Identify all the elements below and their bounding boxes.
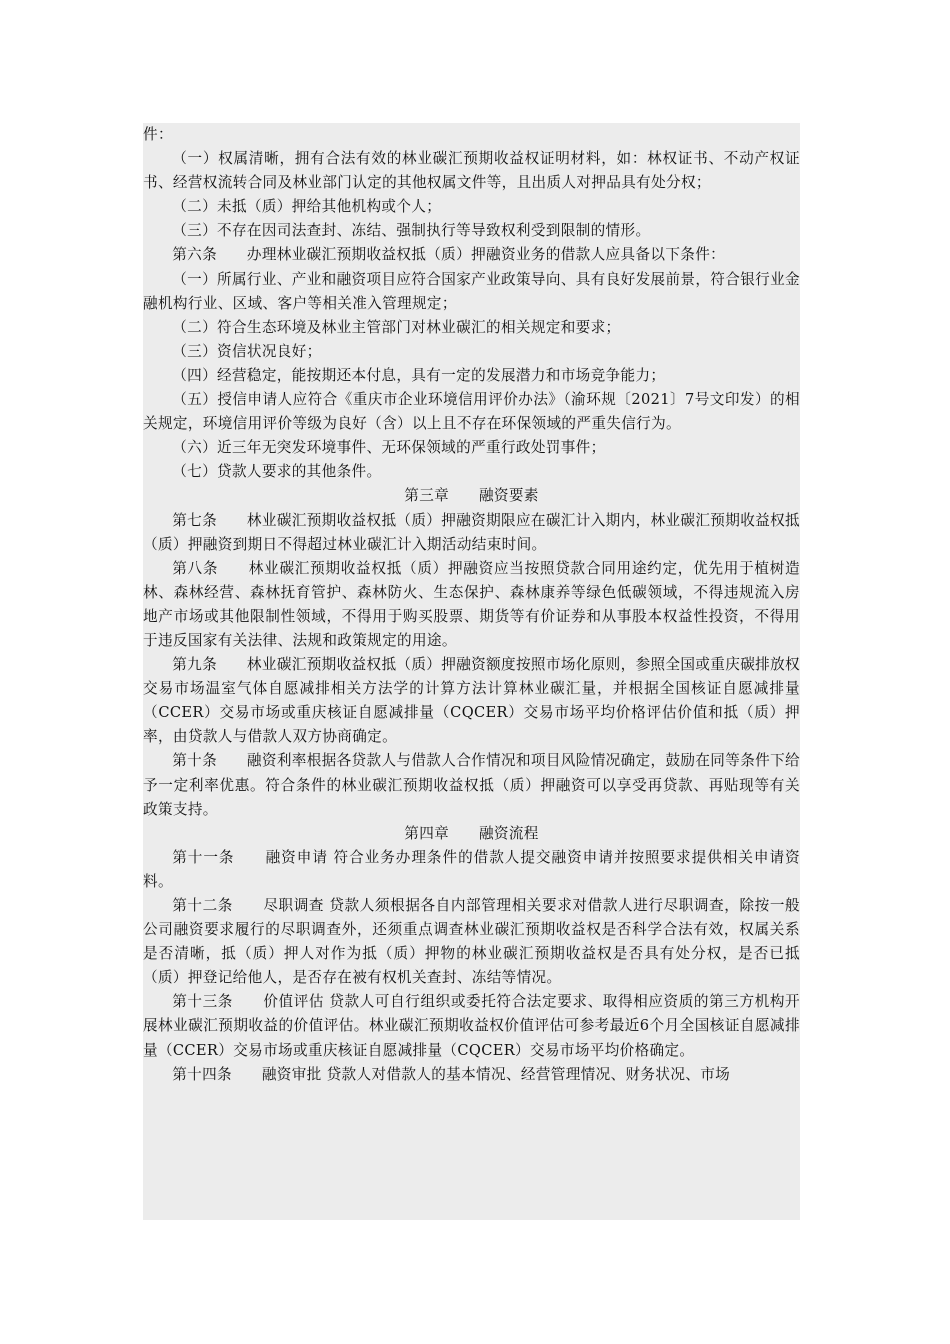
paragraph: （五）授信申请人应符合《重庆市企业环境信用评价办法》（渝环规〔2021〕7号文印发）的相关规定，环境信用评价等级为良好（含）以上且不存在环保领域的严重失信行为。 xyxy=(143,391,800,433)
paragraph: 第九条 林业碳汇预期收益权抵（质）押融资额度按照市场化原则，参照全国或重庆碳排放权交易市场温室气体自愿减排相关方法学的计算方法计算林业碳汇量，并根据全国核证自愿减排量（CCER）交易市场或重庆核证自愿减排量（CQCER）交易市场平均价格评估价值和抵（质）押率，由贷款人与借款人双方协商确定。 xyxy=(143,656,800,746)
paragraph: （一）所属行业、产业和融资项目应符合国家产业政策导向、具有良好发展前景，符合银行业金融机构行业、区域、客户等相关准入管理规定； xyxy=(143,270,800,312)
paragraph: （二）符合生态环境及林业主管部门对林业碳汇的相关规定和要求； xyxy=(172,318,621,336)
paragraph: （一）权属清晰，拥有合法有效的林业碳汇预期收益权证明材料，如：林权证书、不动产权证书、经营权流转合同及林业部门认定的其他权属文件等，且出质人对押品具有处分权； xyxy=(143,150,800,192)
paragraph: 第七条 林业碳汇预期收益权抵（质）押融资期限应在碳汇计入期内，林业碳汇预期收益权抵（质）押融资到期日不得超过林业碳汇计入期活动结束时间。 xyxy=(143,511,800,553)
paragraph: （三）资信状况良好； xyxy=(172,342,322,360)
chapter-heading: 第四章 融资流程 xyxy=(404,824,539,842)
paragraph: 第十四条 融资审批 贷款人对借款人的基本情况、经营管理情况、财务状况、市场 xyxy=(172,1065,731,1083)
paragraph: 第八条 林业碳汇预期收益权抵（质）押融资应当按照贷款合同用途约定，优先用于植树造林、森林经营、森林抚育管护、森林防火、生态保护、森林康养等绿色低碳领域，不得违规流入房地产市场或其他限制性领域，不得用于购买股票、期货等有价证券和从事股本权益性投资，不得用于违反国家有关法律、法规和政策规定的用途。 xyxy=(143,559,800,649)
paragraph: （六）近三年无突发环境事件、无环保领域的严重行政处罚事件； xyxy=(172,439,606,457)
paragraph: （二）未抵（质）押给其他机构或个人； xyxy=(172,198,442,216)
paragraph: 第十一条 融资申请 符合业务办理条件的借款人提交融资申请并按照要求提供相关申请资料。 xyxy=(143,848,800,890)
paragraph: （四）经营稳定，能按期还本付息，具有一定的发展潜力和市场竞争能力； xyxy=(172,366,666,384)
paragraph: （七）贷款人要求的其他条件。 xyxy=(172,463,382,481)
paragraph: 第十二条 尽职调查 贷款人须根据各自内部管理相关要求对借款人进行尽职调查，除按一般公司融资要求履行的尽职调查外，还须重点调查林业碳汇预期收益权是否科学合法有效，权属关系是否清晰，抵（质）押人对作为抵（质）押物的林业碳汇预期收益权是否具有处分权，是否已抵（质）押登记给他人，是否存在被有权机关查封、冻结等情况。 xyxy=(143,897,800,987)
paragraph: 第六条 办理林业碳汇预期收益权抵（质）押融资业务的借款人应具备以下条件： xyxy=(172,246,726,264)
paragraph: （三）不存在因司法查封、冻结、强制执行等导致权利受到限制的情形。 xyxy=(172,222,651,240)
paragraph: 第十条 融资利率根据各贷款人与借款人合作情况和项目风险情况确定，鼓励在同等条件下给予一定利率优惠。符合条件的林业碳汇预期收益权抵（质）押融资可以享受再贷款、再贴现等有关政策支持。 xyxy=(143,752,800,818)
paragraph: 第十三条 价值评估 贷款人可自行组织或委托符合法定要求、取得相应资质的第三方机构开展林业碳汇预期收益的价值评估。林业碳汇预期收益权价值评估可参考最近6个月全国核证自愿减排量（CCER）交易市场或重庆核证自愿减排量（CQCER）交易市场平均价格确定。 xyxy=(143,993,800,1059)
chapter-heading: 第三章 融资要素 xyxy=(404,487,539,505)
document-body xyxy=(143,123,800,1220)
paragraph: 件： xyxy=(143,126,173,143)
